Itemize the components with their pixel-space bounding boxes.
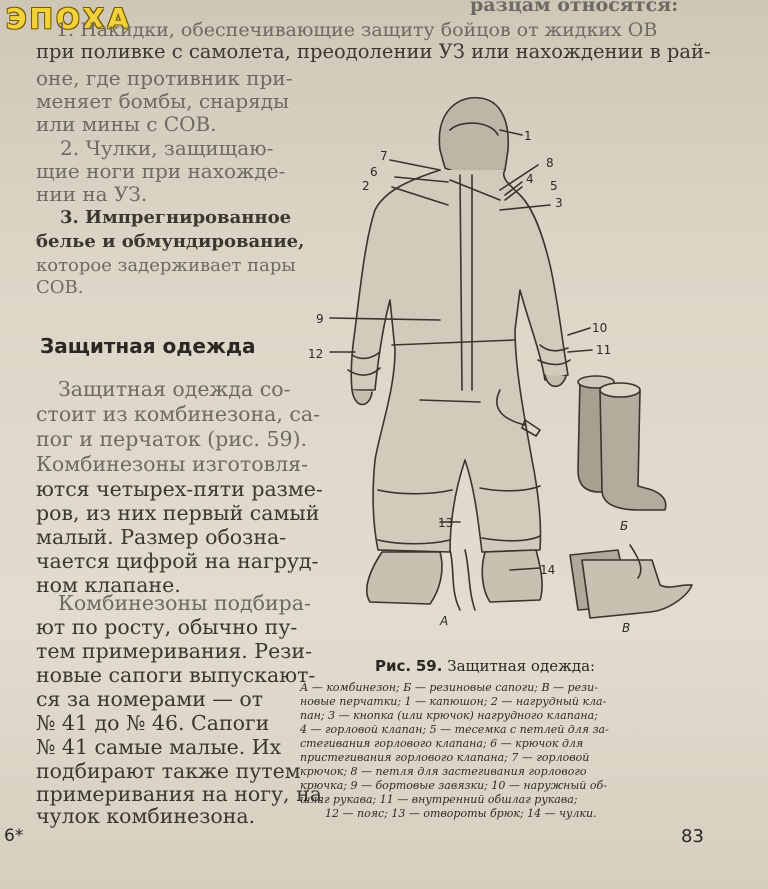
legend-line: крючок; 8 — петля для застегивания горлового: [300, 765, 587, 778]
list-item-3-line-1: 3. Импрегнированное: [60, 207, 292, 228]
body-line: ются четырех-пяти разме-: [36, 477, 323, 501]
body-line: чается цифрой на нагруд-: [36, 549, 319, 573]
header-fragment: разцам относятся:: [470, 0, 679, 16]
body-line: чулок комбинезона.: [36, 804, 256, 828]
body-line: стоит из комбинезона, са-: [36, 402, 321, 426]
section-heading: Защитная одежда: [40, 334, 256, 358]
legend-line: 12 — пояс; 13 — отвороты брюк; 14 — чулки.: [325, 807, 597, 820]
callout-2: 2: [362, 179, 370, 193]
callout-13: 13: [438, 516, 454, 530]
body-line: Защитная одежда со-: [58, 377, 291, 401]
top-line-2: при поливке с самолета, преодолении УЗ или нахождении в рай-: [36, 40, 711, 63]
body-line: пог и перчаток (рис. 59).: [36, 427, 308, 451]
body-line: ся за номерами — от: [36, 687, 264, 711]
figure-letter-a: А: [440, 614, 449, 628]
callout-3: 3: [555, 196, 563, 210]
legend-line: 4 — горловой клапан; 5 — тесемка с петлей для за-: [300, 723, 609, 736]
rubber-boot-front: [600, 390, 666, 510]
top-line-4: меняет бомбы, снаряды: [36, 89, 290, 113]
list-item-3-line-2: белье и обмундирование,: [36, 231, 305, 252]
legend-line: крючка; 9 — бортовые завязки; 10 — наружный об-: [300, 779, 607, 792]
list-item-2-line-3: нии на УЗ.: [36, 182, 148, 206]
body-line: тем примеривания. Рези-: [36, 639, 312, 663]
suit-boot-left: [367, 552, 442, 604]
callout-10: 10: [592, 321, 608, 335]
figure-caption-title: [375, 657, 595, 675]
figure-letter-b: Б: [620, 519, 629, 533]
rubber-glove-front: [582, 560, 692, 618]
caption-number: 59.: [415, 657, 443, 675]
caption-text: Защитная одежда:: [447, 657, 596, 675]
body-line: № 41 до № 46. Сапоги: [36, 711, 270, 735]
body-line: Комбинезоны подбира-: [58, 591, 311, 615]
callout-4: 4: [526, 172, 534, 186]
body-line: примеривания на ногу, на: [36, 782, 322, 806]
callout-7: 7: [380, 149, 388, 163]
callout-9: 9: [316, 312, 324, 326]
callout-14: 14: [540, 563, 556, 577]
watermark-logo: ЭПОХА: [6, 2, 133, 35]
body-line: ров, из них первый самый: [36, 501, 320, 525]
legend-line: шлаг рукава; 11 — внутренний обшлаг рукава;: [300, 793, 578, 806]
callout-11: 11: [596, 343, 612, 357]
list-item-2-line-1: 2. Чулки, защищаю-: [60, 136, 274, 160]
legend-line: А — комбинезон; Б — резиновые сапоги; В — рези-: [300, 681, 598, 694]
signature-mark: 6*: [4, 826, 24, 846]
top-line-5: или мины с СОВ.: [36, 112, 217, 136]
body-line: Комбинезоны изготовля-: [36, 452, 309, 476]
callout-6: 6: [370, 165, 378, 179]
callout-1: 1: [524, 129, 532, 143]
body-line: новые сапоги выпускают-: [36, 663, 316, 687]
top-line-1: 1. Накидки, обеспечивающие защиту бойцов от жидких ОВ: [56, 19, 658, 41]
body-line: ют по росту, обычно пу-: [36, 615, 298, 639]
callout-12: 12: [308, 347, 324, 361]
legend-line: пристегивания горлового клапана; 7 — горловой: [300, 751, 590, 764]
suit-torso: [351, 170, 568, 552]
body-line: № 41 самые малые. Их: [36, 735, 282, 759]
figure-letter-v: В: [622, 621, 631, 635]
body-line: малый. Размер обозна-: [36, 525, 287, 549]
callout-5: 5: [550, 179, 558, 193]
page-number: 83: [681, 826, 704, 847]
suit-boot-right: [482, 550, 542, 602]
top-line-3: оне, где противник при-: [36, 66, 293, 90]
list-item-3-line-3: которое задерживает пары: [36, 255, 296, 276]
legend-line: новые перчатки; 1 — капюшон; 2 — нагрудный кла-: [300, 695, 607, 708]
protective-suit-illustration: [300, 90, 720, 650]
callout-8: 8: [546, 156, 554, 170]
caption-rис: Рис.: [375, 657, 412, 675]
list-item-3-line-4: СОВ.: [36, 277, 84, 298]
body-line: подбирают также путем: [36, 759, 301, 783]
legend-line: стегивания горлового клапана; 6 — крючок для: [300, 737, 584, 750]
legend-line: пан; 3 — кнопка (или крючок) нагрудного клапана;: [300, 709, 598, 722]
list-item-2-line-2: щие ноги при нахожде-: [36, 159, 286, 183]
body-line: ном клапане.: [36, 573, 181, 597]
